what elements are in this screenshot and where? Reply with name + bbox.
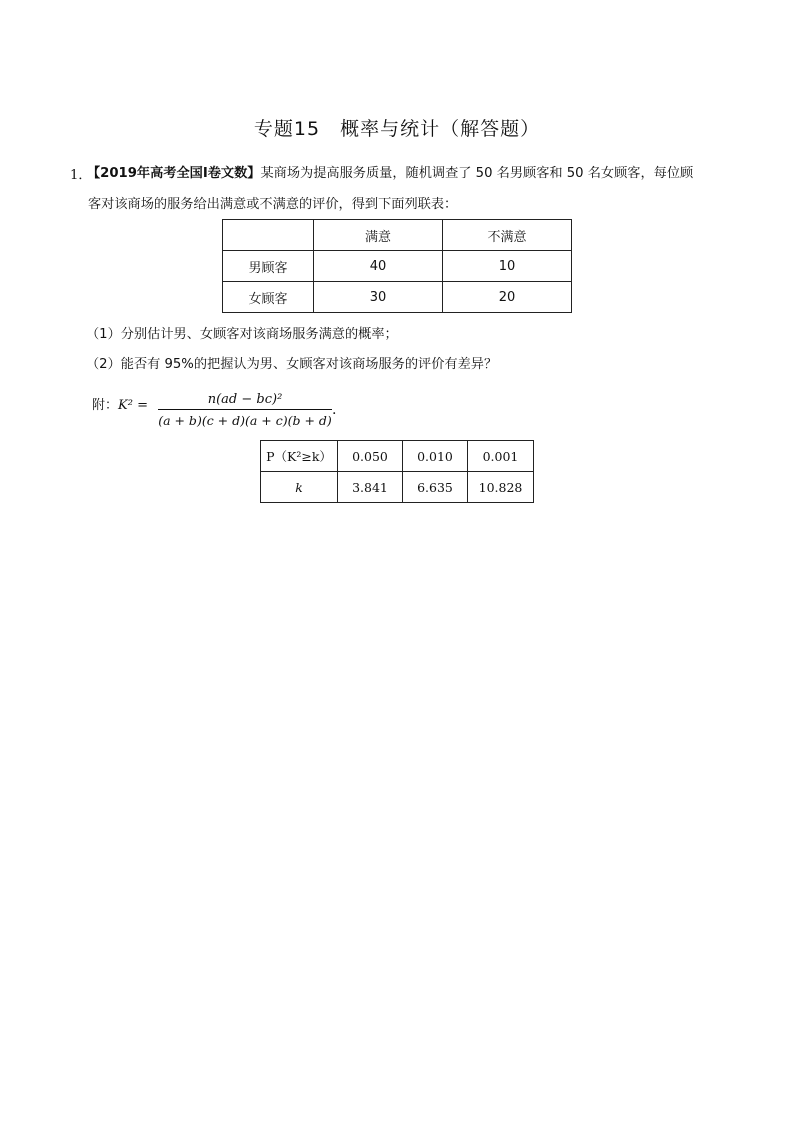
table-row xyxy=(261,441,534,472)
contingency-table xyxy=(222,219,572,313)
table-header-cell: 不满意 xyxy=(443,220,572,251)
table-cell: 0.001 xyxy=(468,441,534,472)
table-cell: 6.635 xyxy=(403,472,468,503)
question-line-1 xyxy=(87,158,737,189)
table-row xyxy=(261,472,534,503)
sub-question-1: （1）分别估计男、女顾客对该商场服务满意的概率； xyxy=(86,327,398,342)
formula-period: . xyxy=(332,402,337,418)
question-line-2: 客对该商场的服务给出满意或不满意的评价，得到下面列联表： xyxy=(88,197,458,212)
sub-question-2: （2）能否有 95%的把握认为男、女顾客对该商场服务的评价有差异？ xyxy=(86,357,498,372)
question-source-tag: 【2019年高考全国Ⅰ卷文数】 xyxy=(87,166,261,181)
table-cell: 男顾客 xyxy=(223,251,314,282)
table-cell: 20 xyxy=(443,282,572,313)
table-cell: 3.841 xyxy=(338,472,403,503)
formula-k-squared: K² = xyxy=(118,398,148,413)
critical-value-table xyxy=(260,440,534,503)
table-cell: 10 xyxy=(443,251,572,282)
table-cell: 10.828 xyxy=(468,472,534,503)
table-header-cell: 满意 xyxy=(314,220,443,251)
formula-fraction xyxy=(156,392,337,428)
table-row xyxy=(223,251,572,282)
table-cell: 30 xyxy=(314,282,443,313)
table-header-row xyxy=(223,220,572,251)
formula-lhs xyxy=(92,394,148,413)
table-cell: P（K²≥k） xyxy=(261,441,338,472)
table-cell: 女顾客 xyxy=(223,282,314,313)
table-cell: 40 xyxy=(314,251,443,282)
page-title: 专题15 概率与统计（解答题） xyxy=(253,118,541,140)
table-cell xyxy=(223,220,314,251)
table-cell: 0.010 xyxy=(403,441,468,472)
formula-numerator: n(ad − bc)² xyxy=(207,392,283,407)
table-row xyxy=(223,282,572,313)
table-cell: 0.050 xyxy=(338,441,403,472)
question-line-1-text: 某商场为提高服务质量，随机调查了 50 名男顾客和 50 名女顾客，每位顾 xyxy=(260,166,694,181)
formula-denominator: (a + b)(c + d)(a + c)(b + d) xyxy=(158,413,332,428)
appendix-prefix: 附： xyxy=(92,398,119,413)
question-number: 1． xyxy=(70,168,92,183)
table-cell: k xyxy=(261,472,338,503)
